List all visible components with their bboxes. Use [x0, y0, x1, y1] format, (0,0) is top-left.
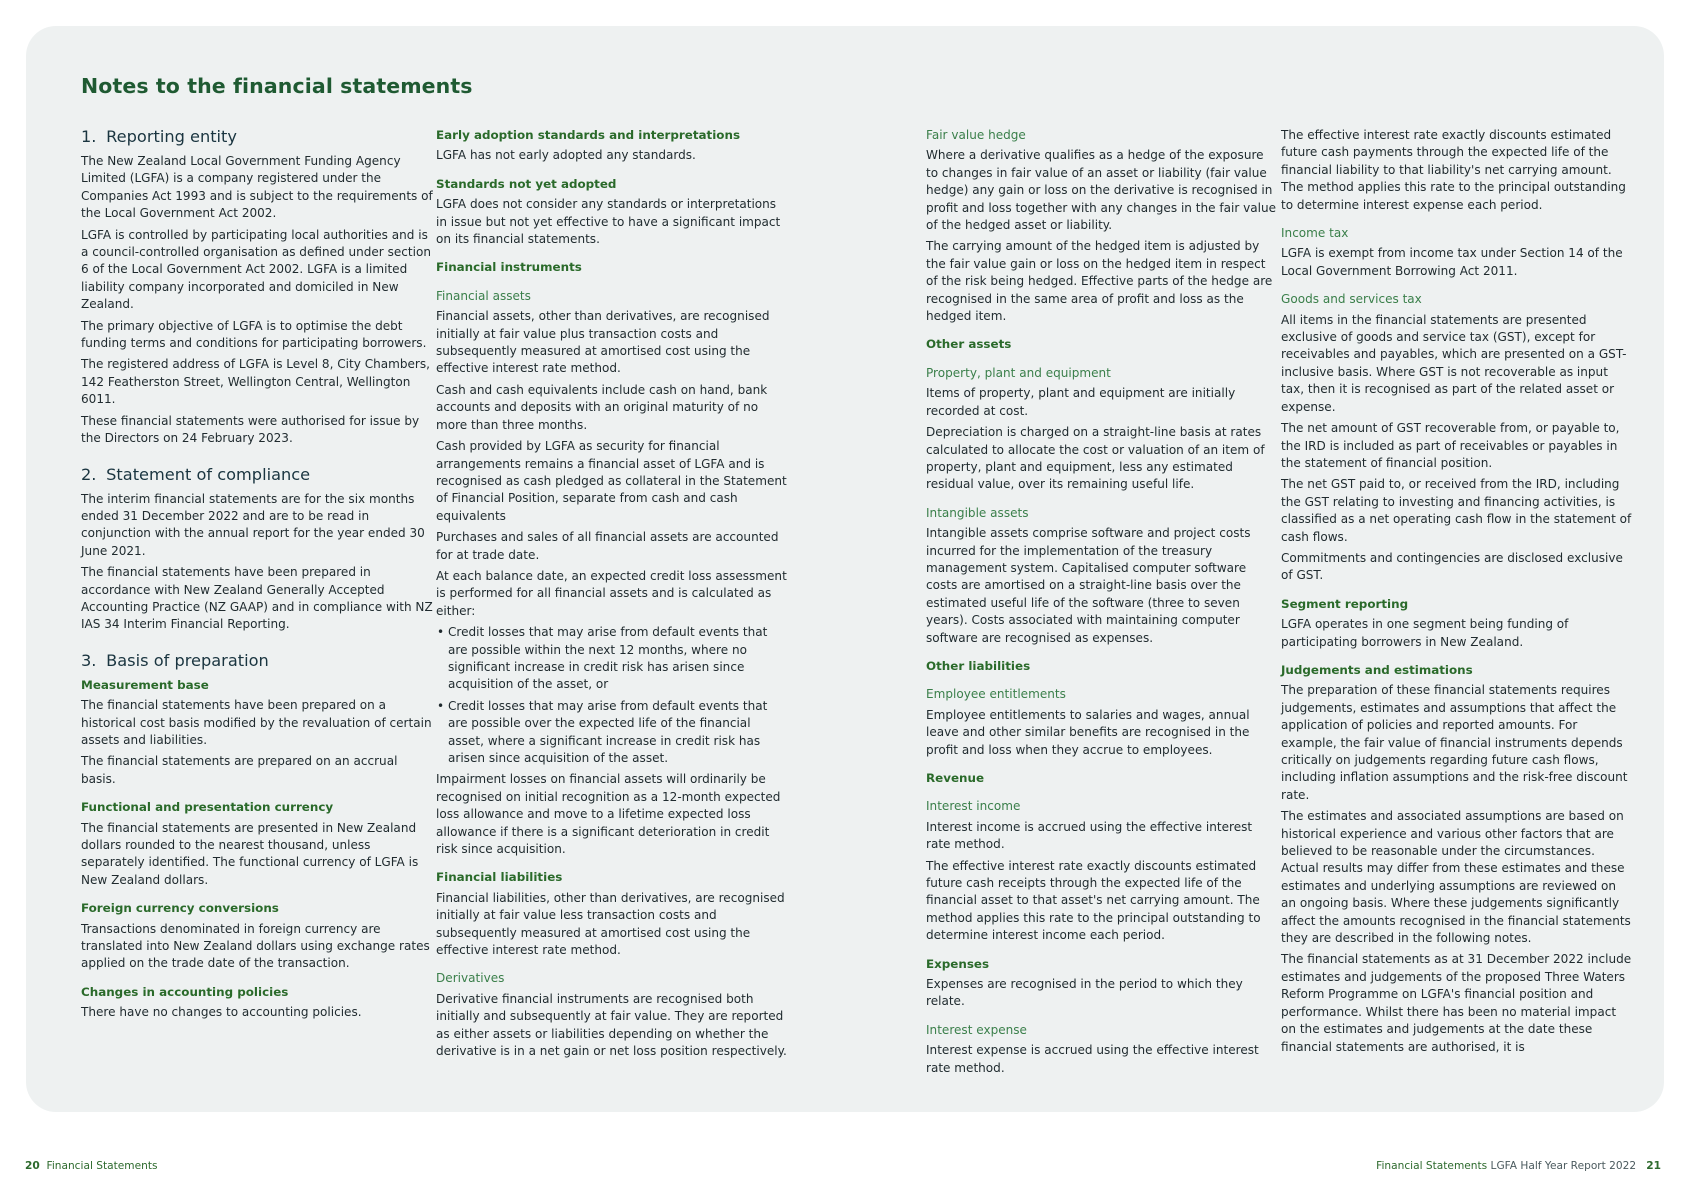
paragraph: The New Zealand Local Government Funding Agency Limited (LGFA) is a company registered under the Companies Act 1993 and is subject to the requirements of the Local Government Act 2002.: [81, 154, 433, 221]
paragraph: The registered address of LGFA is Level 8, City Chambers, 142 Featherston Street, Wellington Central, Wellington 6011.: [81, 357, 430, 407]
paragraph: Where a derivative qualifies as a hedge of the exposure to changes in fair value of an asset or liability (fair value hedge) any gain or loss on the derivative is recognised in profit and loss together with any changes in the fair value of the hedged asset or liability.: [926, 148, 1277, 233]
paragraph: Intangible assets comprise software and project costs incurred for the implementation of the treasury management system. Capitalised computer software costs are amortised on a straight-line basis over the estimated useful life of the software (three to seven years). Costs associated with maintaining computer software are recognised as expenses.: [926, 526, 1251, 645]
section-number: 1.: [81, 127, 97, 146]
list-item-text: Credit losses that may arise from default events that are possible within the next 12 months, where no significant increase in credit risk has arisen since acquisition of the asset, or: [448, 625, 768, 692]
paragraph: The effective interest rate exactly discounts estimated future cash receipts through the expected life of the financial asset to that asset's net carrying amount. The method applies this rate to the principal outstanding to determine interest income each period.: [926, 858, 1261, 943]
subheading-income-tax: Income tax: [1281, 226, 1349, 241]
section-title: Basis of preparation: [106, 650, 269, 670]
column-4: [1281, 127, 1633, 1060]
section-number: 3.: [81, 650, 97, 670]
paragraph: The financial statements have been prepared in accordance with New Zealand Generally Accepted Accounting Practice (NZ GAAP) and in compliance with NZ IAS 34 Interim Financial Reporting.: [81, 565, 433, 632]
subheading-derivatives: Derivatives: [436, 971, 505, 986]
paragraph: The primary objective of LGFA is to optimise the debt funding terms and conditions for participating borrowers.: [81, 318, 427, 351]
paragraph: At each balance date, an expected credit loss assessment is performed for all financial assets and is calculated as either:: [436, 568, 787, 618]
paragraph: LGFA is exempt from income tax under Section 14 of the Local Government Borrowing Act 2011.: [1281, 246, 1623, 278]
subheading-standards-not-adopted: Standards not yet adopted: [436, 176, 617, 191]
subheading-financial-assets: Financial assets: [436, 288, 531, 303]
subheading-segment-reporting: Segment reporting: [1281, 596, 1409, 611]
paragraph: Depreciation is charged on a straight-line basis at rates calculated to allocate the cost or valuation of an item of property, plant and equipment, less any estimated residual value, over its remaining useful life.: [926, 425, 1265, 492]
list-item-text: Credit losses that may arise from default events that are possible over the expected life of the financial asset, where a significant increase in credit risk has arisen since acquisition of the asset.: [448, 698, 768, 765]
section-number: 2.: [81, 464, 97, 484]
subheading-property-plant-equipment: Property, plant and equipment: [926, 365, 1111, 380]
paragraph: The financial statements have been prepared on a historical cost basis modified by the revaluation of certain assets and liabilities.: [81, 698, 432, 747]
subheading-financial-liabilities: Financial liabilities: [436, 870, 563, 885]
paragraph: Expenses are recognised in the period to which they relate.: [926, 977, 1243, 1009]
paragraph: The estimates and associated assumptions are based on historical experience and various other factors that are believed to be reasonable under the circumstances. Actual results may differ from these estimates and these estimates and underlying assumptions are reviewed on an ongoing basis. Where these judgements significantly affect the amounts recognised in the financial statements they are described in the following notes.: [1281, 809, 1631, 946]
paragraph: The preparation of these financial statements requires judgements, estimates and assumptions that affect the application of policies and reported amounts. For example, the fair value of financial instruments depends critically on judgements regarding future cash flows, including inflation assumptions and the risk-free discount rate.: [1281, 683, 1628, 802]
page-number-left: 20: [25, 1160, 40, 1172]
paragraph: The financial statements are prepared on an accrual basis.: [81, 754, 398, 786]
paragraph: These financial statements were authorised for issue by the Directors on 24 February 2023.: [81, 413, 420, 446]
subheading-employee-entitlements: Employee entitlements: [926, 687, 1066, 702]
list-item: [436, 698, 788, 768]
paragraph: The net amount of GST recoverable from, or payable to, the IRD is included as part of receivables or payables in the statement of financial position.: [1281, 421, 1620, 470]
paragraph: LGFA is controlled by participating local authorities and is a council-controlled organisation as defined under section 6 of the Local Government Act 2002. LGFA is a limited liability company incorporated and domiciled in New Zealand.: [81, 227, 431, 312]
paragraph: The financial statements are presented in New Zealand dollars rounded to the nearest thousand, unless separately identified. The functional currency of LGFA is New Zealand dollars.: [81, 820, 419, 887]
subheading-other-liabilities: Other liabilities: [926, 658, 1031, 673]
paragraph: Cash provided by LGFA as security for financial arrangements remains a financial asset of LGFA and is recognised as cash pledged as collateral in the Statement of Financial Position, separate from cash and cash equivalents: [436, 439, 787, 523]
paragraph: Interest expense is accrued using the effective interest rate method.: [926, 1043, 1259, 1075]
subheading-changes-in-policies: Changes in accounting policies: [81, 984, 289, 999]
subheading-measurement-base: Measurement base: [81, 677, 209, 692]
column-1: [81, 127, 433, 1026]
paragraph: The net GST paid to, or received from the IRD, including the GST relating to investing and financing activities, is classified as a net operating cash flow in the statement of cash flows.: [1281, 477, 1632, 544]
paragraph: Interest income is accrued using the effective interest rate method.: [926, 819, 1253, 852]
footer-right: [1376, 1160, 1661, 1172]
paragraph: LGFA does not consider any standards or interpretations in issue but not yet effective to have a significant impact on its financial statements.: [436, 197, 781, 247]
column-3: [926, 127, 1278, 1081]
paragraph: LGFA operates in one segment being funding of participating borrowers in New Zealand.: [1281, 617, 1569, 649]
subheading-functional-currency: Functional and presentation currency: [81, 800, 334, 815]
page-title: Notes to the financial statements: [81, 74, 473, 98]
paragraph: LGFA has not early adopted any standards.: [436, 148, 696, 163]
paragraph: The financial statements as at 31 December 2022 include estimates and judgements of the proposed Three Waters Reform Programme on LGFA's financial position and performance. Whilst there has been no material impact on the estimates and judgements at the date these financial statements are authorised, it is: [1281, 952, 1632, 1054]
section-title: Reporting entity: [106, 127, 237, 146]
bullet-list: [436, 624, 788, 767]
subheading-foreign-currency: Foreign currency conversions: [81, 901, 279, 916]
paragraph: The effective interest rate exactly discounts estimated future cash payments through the expected life of the financial liability to that liability's net carrying amount. The method applies this rate to the principal outstanding to determine interest expense each period.: [1281, 128, 1626, 212]
section-heading-basis-of-preparation: [81, 651, 433, 671]
bullet-marker: •: [437, 698, 445, 713]
subheading-revenue: Revenue: [926, 771, 985, 785]
paragraph: Items of property, plant and equipment are initially recorded at cost.: [926, 386, 1236, 418]
subheading-interest-income: Interest income: [926, 799, 1021, 814]
paragraph: The interim financial statements are for the six months ended 31 December 2022 and are to be read in conjunction with the annual report for the year ended 30 June 2021.: [81, 491, 425, 558]
paragraph: Transactions denominated in foreign currency are translated into New Zealand dollars using exchange rates applied on the trade date of the transaction.: [81, 921, 430, 971]
footer-section-label: Financial Statements: [46, 1160, 158, 1172]
paragraph: Commitments and contingencies are disclosed exclusive of GST.: [1281, 550, 1623, 583]
section-heading-reporting-entity: [81, 127, 433, 147]
bullet-marker: •: [437, 625, 445, 640]
page-number-right: 21: [1646, 1160, 1661, 1172]
paragraph: Financial assets, other than derivatives, are recognised initially at fair value plus transaction costs and subsequently measured at amortised cost using the effective interest rate method.: [436, 309, 770, 376]
paragraph: Derivative financial instruments are recognised both initially and subsequently at fair value. They are reported as either assets or liabilities depending on whether the derivative is in a net gain or net loss position respectively.: [436, 991, 787, 1059]
paragraph: There have no changes to accounting policies.: [81, 1005, 362, 1020]
section-heading-statement-of-compliance: [81, 465, 433, 485]
subheading-financial-instruments: Financial instruments: [436, 260, 582, 275]
subheading-gst: Goods and services tax: [1281, 292, 1422, 307]
paragraph: Employee entitlements to salaries and wages, annual leave and other similar benefits are recognised in the profit and loss when they accrue to employees.: [926, 707, 1250, 757]
paragraph: Impairment losses on financial assets will ordinarily be recognised on initial recognition as a 12-month expected loss allowance and move to a lifetime expected loss allowance if there is a significant deterioration in credit risk since acquisition.: [436, 772, 781, 857]
paragraph: Financial liabilities, other than derivatives, are recognised initially at fair value less transaction costs and subsequently measured at amortised cost using the effective interest rate method.: [436, 890, 785, 958]
list-item: [436, 624, 788, 694]
subheading-interest-expense: Interest expense: [926, 1022, 1027, 1037]
subheading-expenses: Expenses: [926, 956, 990, 971]
column-2: [436, 127, 788, 1065]
paragraph: The carrying amount of the hedged item is adjusted by the fair value gain or loss on the hedged item in respect of the risk being hedged. Effective parts of the hedge are recognised in the same area of profit and loss as the hedged item.: [926, 239, 1273, 324]
subheading-intangible-assets: Intangible assets: [926, 505, 1029, 520]
footer-report-name: LGFA Half Year Report 2022: [1490, 1160, 1637, 1172]
subheading-early-adoption: Early adoption standards and interpretations: [436, 128, 741, 142]
footer-left: [25, 1160, 158, 1172]
paragraph: Purchases and sales of all financial assets are accounted for at trade date.: [436, 530, 779, 562]
footer-section-label: Financial Statements: [1376, 1160, 1488, 1172]
paragraph: Cash and cash equivalents include cash on hand, bank accounts and deposits with an original maturity of no more than three months.: [436, 382, 768, 432]
subheading-fair-value-hedge: Fair value hedge: [926, 128, 1026, 142]
subheading-judgements: Judgements and estimations: [1281, 662, 1473, 677]
subheading-other-assets: Other assets: [926, 337, 1012, 352]
paragraph: All items in the financial statements are presented exclusive of goods and service tax (GST), except for receivables and payables, which are presented on a GST-inclusive basis. Where GST is not recoverable as input tax, then it is recognised as part of the related asset or expense.: [1281, 312, 1627, 414]
section-title: Statement of compliance: [106, 464, 311, 484]
